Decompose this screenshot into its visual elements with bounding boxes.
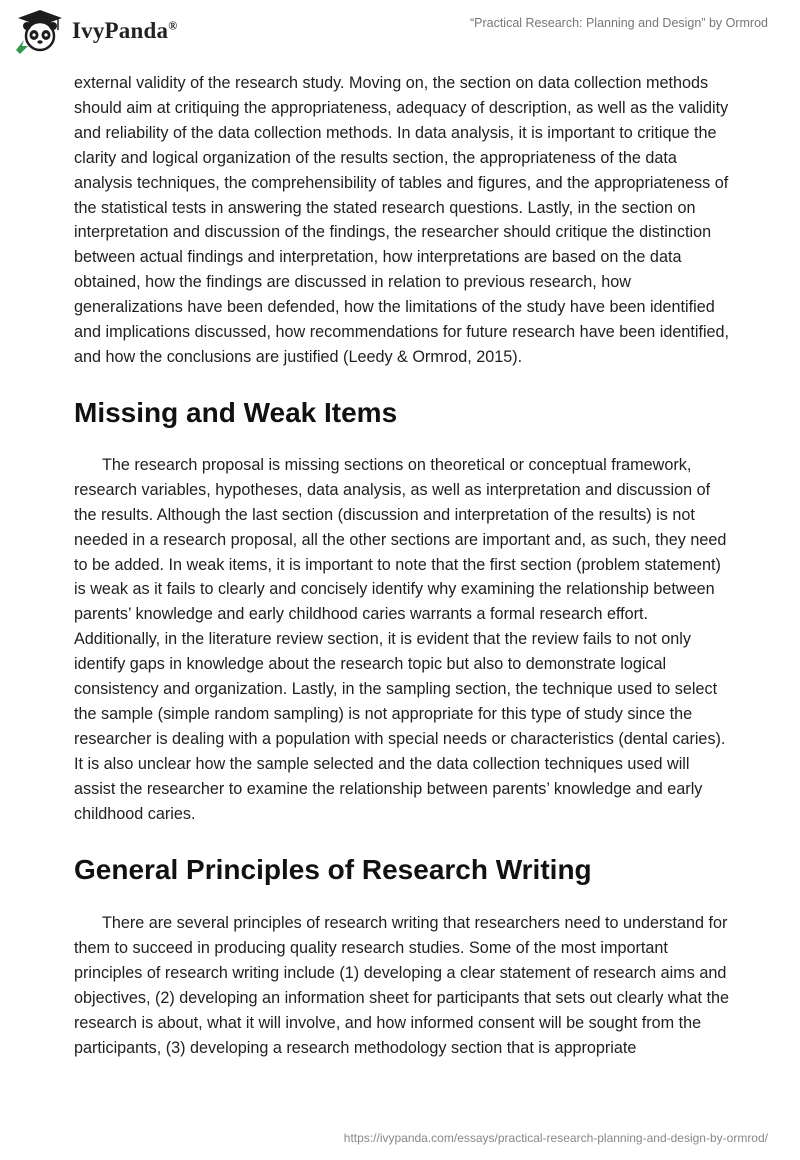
section-heading-general-principles: General Principles of Research Writing: [74, 854, 592, 886]
intro-paragraph: external validity of the research study. Moving on, the section on data collection methods should aim at critiquing the appropriateness, adequacy of description, as well as the validity and reliability of the data collection methods. In data analysis, it is important to critique the clarity and logical organization of the results section, the appropriateness of the data analysis techniques, the comprehensibility of tables and figures, and the appropriateness of the statistical tests in answering the stated research questions. Lastly, in the section on interpretation and discussion of the findings, the researcher should critique the distinction between actual findings and interpretation, how interpretations are based on the data obtained, how the findings are discussed in relation to previous research, how generalizations have been defended, how the limitations of the study have been identified and implications discussed, how recommendations for future research have been identified, and how the conclusions are justified (Leedy & Ormrod, 2015).: [74, 74, 730, 366]
page-header: [0, 0, 800, 60]
document-title: “Practical Research: Planning and Design” by Ormrod: [469, 16, 768, 30]
section-heading-missing-weak: Missing and Weak Items: [74, 396, 398, 428]
brand-logo[interactable]: [14, 8, 177, 54]
general-principles-paragraph: There are several principles of research writing that researchers need to understand for them to succeed in producing quality research studies. Some of the most important principles of research writing include (1) developing a clear statement of research aims and objectives, (2) developing an information sheet for participants that sets out clearly what the research is about, what it will involve, and how informed consent will be sought from the participants, (3) developing a research methodology section that is appropriate: [74, 914, 730, 1057]
essay-body: [74, 71, 734, 1061]
brand-name: IvyPanda®: [72, 18, 178, 43]
source-url-link[interactable]: https://ivypanda.com/essays/practical-research-planning-and-design-by-ormrod/: [343, 1131, 768, 1145]
panda-logo-icon: [14, 8, 66, 54]
missing-weak-paragraph: The research proposal is missing sections on theoretical or conceptual framework, research variables, hypotheses, data analysis, as well as interpretation and discussion of the results. Although the last section (discussion and interpretation of the results) is not needed in a research proposal, all the other sections are important and, as such, they need to be added. In weak items, it is important to note that the first section (problem statement) is weak as it fails to clearly and concisely identify why examining the relationship between parents’ knowledge and early childhood caries warrants a formal research effort. Additionally, in the literature review section, it is evident that the review fails to not only identify gaps in knowledge about the research topic but also to demonstrate logical consistency and organization. Lastly, in the sampling section, the technique used to select the sample (simple random sampling) is not appropriate for this type of study since the researcher is dealing with a population with special needs or characteristics (dental caries). It is also unclear how the sample selected and the data collection techniques used will assist the researcher to examine the relationship between parents’ knowledge and early childhood caries.: [74, 455, 727, 823]
